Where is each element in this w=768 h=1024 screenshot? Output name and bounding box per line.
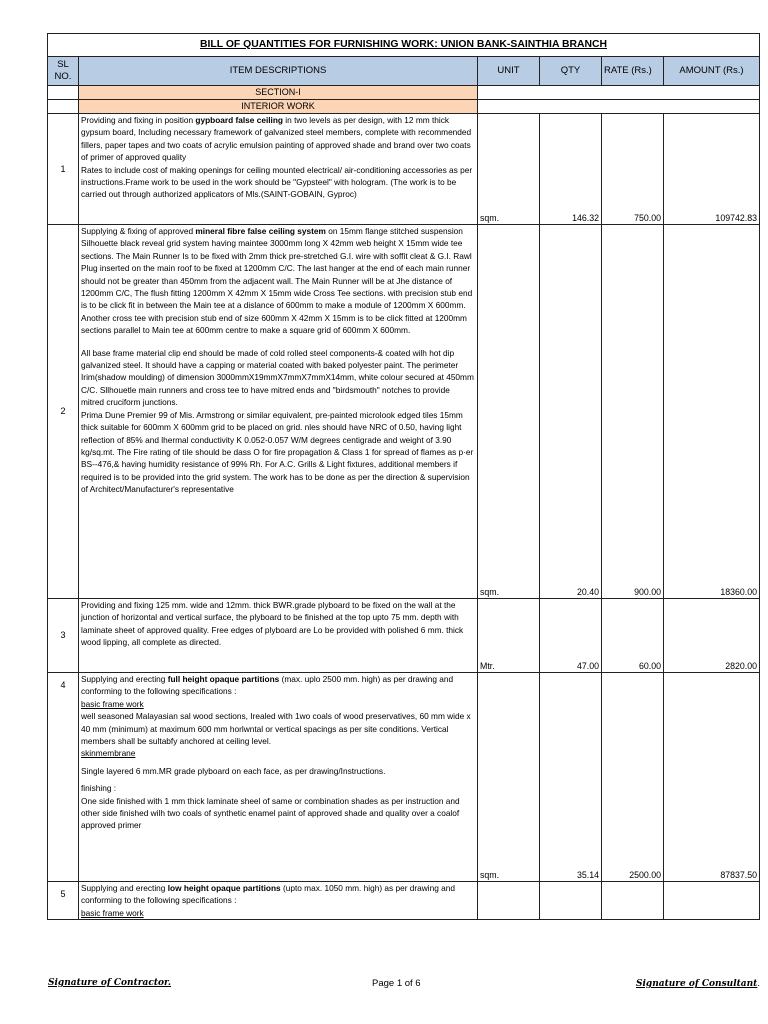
item-sl: 3	[48, 599, 79, 673]
section-label: SECTION-I	[79, 86, 478, 100]
item-unit: sqm.	[478, 673, 540, 882]
item-description: Supplying and erecting full height opaque partitions (max. uplo 2500 mm. high) as per drawing and conforming to the following specifications : basic frame work well seasoned Malayasian sal wood sections, Irealed with 1wo coals of wood preservatives, 60 mm wide x 40 mm (minimum) at maximum 600 mm horlwntal or vertical spacings as per site conditions. Vertical members shall be sultabfy anchored at ceiling level. skinmembrane Single layered 6 mm.MR grade plyboard on each face, as per drawing/Instructions. finishing : One side finished with 1 mm thick laminate sheel of same or combination shades as per instruction and other side finished wilh two coals of synthetic enamel paint of approved shade and quality over a coalof approved primer	[79, 673, 478, 882]
consultant-signature: Signature of Consultant.	[636, 978, 760, 989]
item-rate: 60.00	[602, 599, 664, 673]
item-rate: 750.00	[602, 114, 664, 225]
item-rate: 2500.00	[602, 673, 664, 882]
table-header	[48, 57, 760, 86]
header-amount: AMOUNT (Rs.)	[664, 57, 760, 86]
item-unit: Mtr.	[478, 599, 540, 673]
table-row	[48, 673, 760, 882]
item-qty: 47.00	[540, 599, 602, 673]
header-rate: RATE (Rs.)	[602, 57, 664, 86]
boq-table	[47, 33, 760, 920]
item-qty: 35.14	[540, 673, 602, 882]
item-rate: 900.00	[602, 225, 664, 599]
item-sl: 2	[48, 225, 79, 599]
page-number: Page 1 of 6	[372, 978, 421, 989]
item-amount: 87837.50	[664, 673, 760, 882]
document-title: BILL OF QUANTITIES FOR FURNISHING WORK: UNION BANK-SAINTHIA BRANCH	[48, 34, 760, 57]
subsection-label: INTERIOR WORK	[79, 100, 478, 114]
item-sl: 4	[48, 673, 79, 882]
item-description: Supplying & fixing of approved mineral fibre false ceiling system on 15mm flange stitched suspension Silhouette black reveal grid system having maintee 3000mm long X 42mm web height X 15mm wide tee sections. The Main Runner Is to be fixed with 2mm thick pre-stretched G.I. wire with soffit cleat & G.I. Rawl Plug inserted on the main roof to be fixed at 1200mm C/C. The last hanger at the end of each main runner should not be greater than 450mm from the adjacent wall. The Main Runner will be at Jhe distance of 1200mm C/C, The flush fitting 1200mm X 42mm X 15mm wide Cross Tee sections. with precision stub end is to be click fit in between the Main tee at a dislance of 600mm to make a module of 1200mm X 600mm. Another cross tee with precision stub end of size 600mm X 42mm X 15mm is to be click fitted at 1200mm sections parallel to Main tee at 600mm centre to make a square grid of 600mm X 600mm. All base frame material clip end should be made of cold rolled steel components-& coated wilh hot dip galvanized steel. It should have a capping or material coated with baked polyester paint. The perimeter Irim(shadow moulding) of dimension 3000mmX19mmX7mmX7mmX14mm, white colour secured at 450mm C/C. Sllhouetle main runners and cross tee to have mitred ends and "birdsmouth" notches to provide mitred cruciform junctions. Prima Dune Premier 99 of Mis. Armstrong or similar equivalent, pre-painted microlook edged tiles 15mm thick suitable for 600mm X 600mm grid to be placed on grid. nles should have NRC of 0.50, having light reflection of 85% and lhermal conductivity K 0.052-0.057 W/M degrees centigrade and weight of 3.90 kg/sq.mt. The Fire rating of tile should be dass O for fire propagation & Class 1 for spread of flames as p·er BS--476,& having humidity resistance of 99% Rh. For A.C. Grills & Light fixtures, additional members if required is to be provided into the grid system. The work has to be done as per the direction & supervision of Architect/Manufacturer's representative	[79, 225, 478, 599]
item-sl: 1	[48, 114, 79, 225]
item-unit: sqm.	[478, 114, 540, 225]
item-qty: 146.32	[540, 114, 602, 225]
header-sl: SL NO.	[48, 57, 79, 86]
header-qty: QTY	[540, 57, 602, 86]
item-unit: sqm.	[478, 225, 540, 599]
header-unit: UNIT	[478, 57, 540, 86]
item-description: Providing and fixing in position gypboard false ceiling in two levels as per design, with 12 mm thick gypsum board, Including necessary framework of galvanized steel members, complete with recommended fillers, paper tapes and two coats of acrylic emulsion painting of approved shade and brand over two coats of primer of approved quality Rates to include cost of making openings for ceiling mounted electrical/ air-conditioning accessories as per instructions.Frame work to be used in the work should be "Gypsteel" with hologram. (The work is to be carried out through authorized applicators of Mls.(SAINT-GOBAIN, Gyproc)	[79, 114, 478, 225]
contractor-signature-label: Signature of Contractor.	[48, 978, 172, 988]
item-amount: 2820.00	[664, 599, 760, 673]
item-amount: 18360.00	[664, 225, 760, 599]
consultant-signature-label: Signature of Consultant	[636, 979, 758, 989]
table-row	[48, 882, 760, 920]
table-row	[48, 114, 760, 225]
table-row	[48, 599, 760, 673]
item-description: Supplying and erecting low height opaque partitions (upto max. 1050 mm. high) as per drawing and conforming to the following specifications : basic frame work	[79, 882, 478, 920]
table-row	[48, 225, 760, 599]
header-description: ITEM DESCRIPTIONS	[79, 57, 478, 86]
item-qty: 20.40	[540, 225, 602, 599]
item-description: Providing and fixing 125 mm. wide and 12mm. thick BWR.grade plyboard to be fixed on the wall at the junction of horizontal and vertical surface, the plyboard to be finished at the top upto 75 mm. depth with laminate sheet of approved quality. Free edges of plyboard are Lo be provided with polished 6 mm. thick wood lipping, all complete as directed.	[79, 599, 478, 673]
item-amount: 109742.83	[664, 114, 760, 225]
item-sl: 5	[48, 882, 79, 920]
